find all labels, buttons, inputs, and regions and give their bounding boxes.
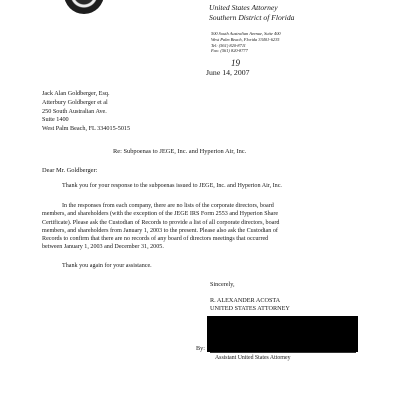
recipient-block [42, 90, 130, 134]
subject-line: Re: Subpoenas to JEGE, Inc. and Hyperion Air, Inc. [113, 148, 247, 155]
paragraph-request [42, 202, 364, 252]
paragraph-closing-thanks: Thank you again for your assistance. [62, 263, 152, 269]
paragraph-line: members, and shareholders from January 1, 2003 to the present. Please also ask the Custodian of [42, 227, 278, 234]
recipient-line: Suite 1400 [42, 116, 69, 124]
recipient-line: Atterbury Goldberger et al [42, 98, 108, 106]
paragraph-line: Records to confirm that there are no records of any board of directors meetings that occurred [42, 236, 269, 243]
paragraph-line: between January 1, 2003 and December 31, 2005. [42, 244, 164, 251]
paragraph-line: Certificate). Please ask the Custodian of Records to provide a list of all corporate directors, board [42, 219, 280, 226]
paragraph-line: In the responses from each company, there are no lists of the corporate directors, board [62, 203, 274, 209]
signatory-name: R. ALEXANDER ACOSTA [210, 297, 281, 304]
closing: Sincerely, [210, 281, 235, 288]
signature-line [210, 352, 356, 353]
recipient-line: 250 South Australian Ave. [42, 107, 107, 115]
signatory-title: UNITED STATES ATTORNEY [210, 305, 290, 312]
redaction-block [207, 316, 358, 352]
office-name: United States Attorney [209, 3, 278, 12]
doj-seal-icon [64, 0, 104, 14]
recipient-line: Jack Alan Goldberger, Esq. [42, 90, 110, 97]
salutation: Dear Mr. Goldberger: [42, 167, 98, 174]
letterhead-office [209, 3, 294, 23]
letterhead-address [211, 31, 281, 54]
address-line: Fax: (561) 820-8777 [211, 48, 248, 54]
by-label: By: [196, 345, 205, 352]
signer-role: Assistant United States Attorney [215, 355, 291, 361]
address-line: 500 South Australian Avenue, Suite 400 [211, 31, 281, 36]
address-line: Tel: (561) 820-8711 [211, 42, 246, 48]
paragraph-thanks: Thank you for your response to the subpoenas issued to JEGE, Inc. and Hyperion Air, Inc. [62, 183, 282, 189]
letter-date: June 14, 2007 [206, 68, 250, 77]
recipient-line: West Palm Beach, FL 334015-5015 [42, 125, 131, 133]
office-district: Southern District of Florida [209, 13, 295, 22]
handwritten-date-correction: 19 [231, 58, 240, 68]
address-line: West Palm Beach, Florida 33401-6235 [211, 36, 280, 42]
paragraph-line: members, and shareholders (with the exception of the JEGE IRS Form 2553 and Hyperion Share [42, 211, 279, 218]
